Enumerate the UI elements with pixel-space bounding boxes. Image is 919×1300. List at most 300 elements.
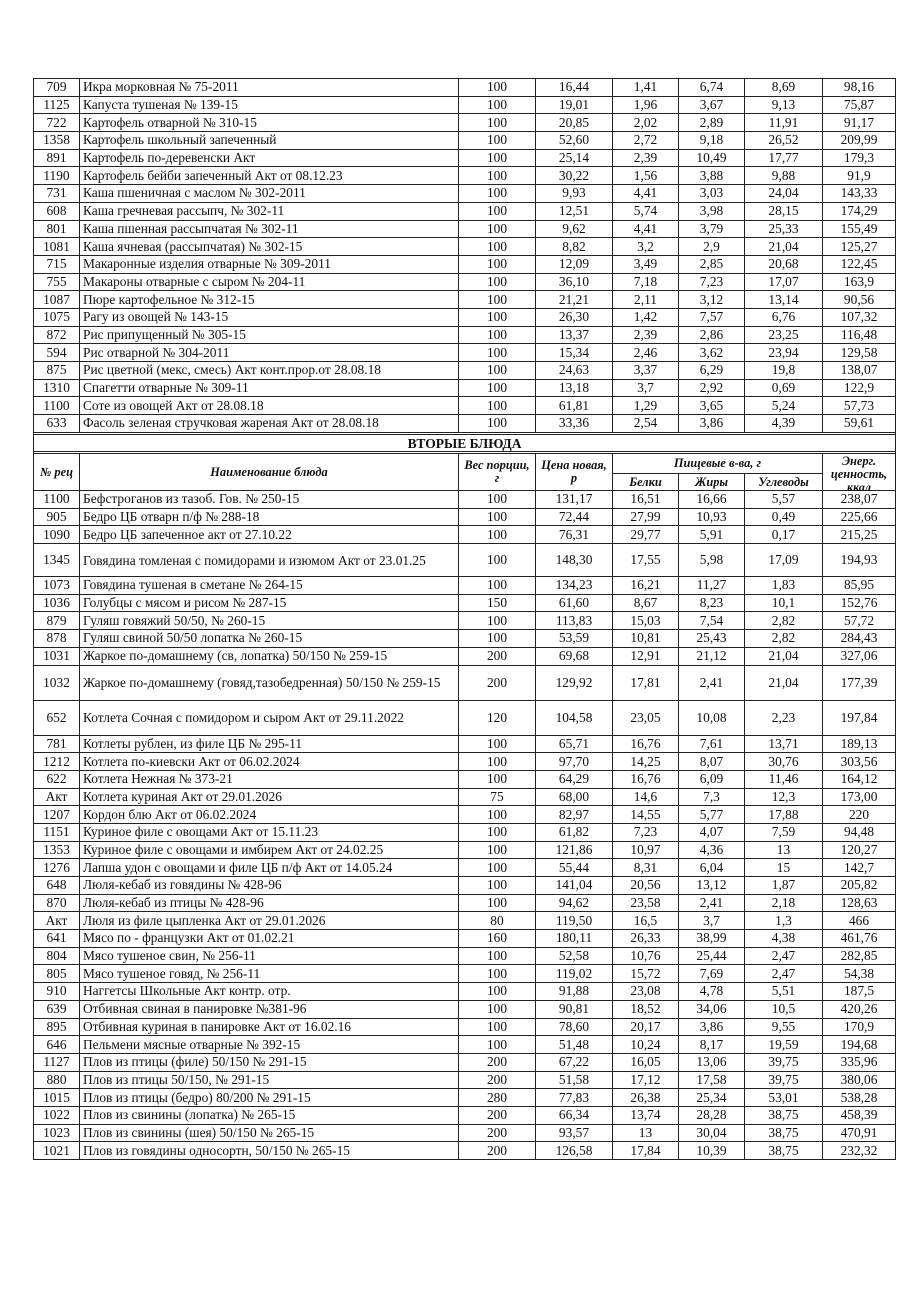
fat: 3,7 [679,912,745,930]
dish-name: Жаркое по-домашнему (св, лопатка) 50/150 № 259-15 [80,647,459,665]
portion-weight: 100 [459,735,536,753]
dish-name: Куриное филе с овощами Акт от 15.11.23 [80,823,459,841]
header-energy-line2: ценность, [830,467,888,481]
table-row [34,612,896,630]
table-row [34,877,896,895]
energy: 57,73 [823,397,896,415]
carbs: 17,77 [745,149,823,167]
energy: 129,58 [823,344,896,362]
recipe-number: 1021 [34,1142,80,1160]
dish-name: Картофель по-деревенски Акт [80,149,459,167]
fat: 34,06 [679,1000,745,1018]
energy: 163,9 [823,273,896,291]
portion-weight: 150 [459,594,536,612]
portion-weight: 100 [459,877,536,895]
recipe-number: 878 [34,630,80,648]
price: 66,34 [536,1106,613,1124]
fat: 9,18 [679,132,745,150]
recipe-number: 891 [34,149,80,167]
portion-weight: 100 [459,344,536,362]
portion-weight: 100 [459,308,536,326]
protein: 2,54 [613,415,679,433]
table-row [34,1089,896,1107]
header-energy [823,454,896,494]
dish-name: Макароны отварные с сыром № 204-11 [80,273,459,291]
protein: 1,29 [613,397,679,415]
table-row [34,947,896,965]
recipe-number: 1090 [34,526,80,544]
fat: 4,07 [679,823,745,841]
dish-name: Каша гречневая рассыпч, № 302-11 [80,202,459,220]
portion-weight: 100 [459,238,536,256]
recipe-number: 805 [34,965,80,983]
energy: 57,72 [823,612,896,630]
price: 13,37 [536,326,613,344]
price: 131,17 [536,491,613,509]
carbs: 15 [745,859,823,877]
fat: 5,98 [679,544,745,577]
dish-name: Говядина томленая с помидорами и изюмом Акт от 23.01.25 [80,544,459,577]
table-row [34,291,896,309]
portion-weight: 100 [459,1000,536,1018]
carbs: 11,46 [745,770,823,788]
fat: 25,43 [679,630,745,648]
carbs: 4,38 [745,930,823,948]
energy: 59,61 [823,415,896,433]
recipe-number: 880 [34,1071,80,1089]
recipe-number: 879 [34,612,80,630]
price: 180,11 [536,930,613,948]
portion-weight: 100 [459,185,536,203]
carbs: 2,82 [745,612,823,630]
carbs: 5,24 [745,397,823,415]
fat: 3,65 [679,397,745,415]
fat: 13,12 [679,877,745,895]
protein: 16,76 [613,770,679,788]
dish-name: Мясо тушеное свин, № 256-11 [80,947,459,965]
fat: 6,04 [679,859,745,877]
protein: 16,21 [613,577,679,595]
recipe-number: 1073 [34,577,80,595]
portion-weight: 100 [459,202,536,220]
protein: 8,31 [613,859,679,877]
price: 21,21 [536,291,613,309]
fat: 2,41 [679,665,745,700]
table-row [34,859,896,877]
carbs: 0,49 [745,508,823,526]
price: 82,97 [536,806,613,824]
header-energy-line1: Энерг. [841,454,877,468]
energy: 538,28 [823,1089,896,1107]
energy: 335,96 [823,1053,896,1071]
protein: 2,11 [613,291,679,309]
portion-weight: 100 [459,491,536,509]
recipe-number: 905 [34,508,80,526]
carbs: 10,5 [745,1000,823,1018]
protein: 20,56 [613,877,679,895]
table-row [34,167,896,185]
dish-name: Бедро ЦБ отварн п/ф № 288-18 [80,508,459,526]
carbs: 38,75 [745,1106,823,1124]
recipe-number: 1276 [34,859,80,877]
price: 61,82 [536,823,613,841]
energy: 380,06 [823,1071,896,1089]
carbs: 21,04 [745,665,823,700]
carbs: 9,13 [745,96,823,114]
carbs: 25,33 [745,220,823,238]
header-energy-line3: ккал [847,480,872,494]
recipe-number: 709 [34,79,80,97]
carbs: 20,68 [745,255,823,273]
energy: 138,07 [823,362,896,380]
recipe-number: 1032 [34,665,80,700]
fat: 8,23 [679,594,745,612]
carbs: 2,23 [745,700,823,735]
recipe-number: 641 [34,930,80,948]
carbs: 13 [745,841,823,859]
portion-weight: 200 [459,1071,536,1089]
recipe-number: 1036 [34,594,80,612]
energy: 54,38 [823,965,896,983]
table-row [34,397,896,415]
dish-name: Котлета куриная Акт от 29.01.2026 [80,788,459,806]
recipe-number: 1190 [34,167,80,185]
portion-weight: 100 [459,114,536,132]
portion-weight: 100 [459,630,536,648]
dish-name: Капуста тушеная № 139-15 [80,96,459,114]
fat: 3,86 [679,415,745,433]
protein: 4,41 [613,185,679,203]
dish-name: Плов из птицы (бедро) 80/200 № 291-15 [80,1089,459,1107]
header-nutrients: Пищевые в-ва, г [613,454,823,474]
energy: 125,27 [823,238,896,256]
garnish-table [33,78,896,452]
recipe-number: 1031 [34,647,80,665]
recipe-number: 781 [34,735,80,753]
price: 104,58 [536,700,613,735]
portion-weight: 100 [459,544,536,577]
protein: 16,05 [613,1053,679,1071]
recipe-number: 646 [34,1036,80,1054]
energy: 303,56 [823,753,896,771]
price: 113,83 [536,612,613,630]
price: 61,81 [536,397,613,415]
header-price-line1: Цена новая, [541,458,607,472]
recipe-number: 652 [34,700,80,735]
protein: 17,12 [613,1071,679,1089]
price: 9,93 [536,185,613,203]
dish-name: Люля из филе цыпленка Акт от 29.01.2026 [80,912,459,930]
protein: 27,99 [613,508,679,526]
price: 67,22 [536,1053,613,1071]
table-row [34,806,896,824]
energy: 122,45 [823,255,896,273]
dish-name: Фасоль зеленая стручковая жареная Акт от 28.08.18 [80,415,459,433]
table-row [34,544,896,577]
table-row [34,273,896,291]
price: 90,81 [536,1000,613,1018]
energy: 98,16 [823,79,896,97]
recipe-number: 1358 [34,132,80,150]
price: 129,92 [536,665,613,700]
dish-name: Каша пшенная рассыпчатая № 302-11 [80,220,459,238]
carbs: 9,88 [745,167,823,185]
carbs: 13,71 [745,735,823,753]
table-row [34,1071,896,1089]
fat: 10,39 [679,1142,745,1160]
dish-name: Бефстроганов из тазоб. Гов. № 250-15 [80,491,459,509]
header-name: Наименование блюда [80,454,459,491]
energy: 179,3 [823,149,896,167]
dish-name: Рагу из овощей № 143-15 [80,308,459,326]
energy: 197,84 [823,700,896,735]
portion-weight: 100 [459,362,536,380]
price: 12,51 [536,202,613,220]
portion-weight: 75 [459,788,536,806]
carbs: 2,47 [745,965,823,983]
table-row [34,1142,896,1160]
portion-weight: 100 [459,167,536,185]
carbs: 5,57 [745,491,823,509]
price: 16,44 [536,79,613,97]
table-row [34,255,896,273]
price: 78,60 [536,1018,613,1036]
price: 52,58 [536,947,613,965]
recipe-number: 1015 [34,1089,80,1107]
fat: 11,27 [679,577,745,595]
header-row [34,454,896,474]
fat: 25,44 [679,947,745,965]
energy: 215,25 [823,526,896,544]
recipe-number: 801 [34,220,80,238]
header-price-line2: р [570,471,578,485]
portion-weight: 100 [459,291,536,309]
protein: 3,2 [613,238,679,256]
portion-weight: 100 [459,806,536,824]
energy: 164,12 [823,770,896,788]
carbs: 19,8 [745,362,823,380]
recipe-number: 1345 [34,544,80,577]
price: 33,36 [536,415,613,433]
price: 26,30 [536,308,613,326]
portion-weight: 100 [459,894,536,912]
recipe-number: 1127 [34,1053,80,1071]
energy: 107,32 [823,308,896,326]
protein: 14,25 [613,753,679,771]
energy: 327,06 [823,647,896,665]
portion-weight: 80 [459,912,536,930]
protein: 2,46 [613,344,679,362]
recipe-number: 872 [34,326,80,344]
table-row [34,965,896,983]
dish-name: Люля-кебаб из птицы № 428-96 [80,894,459,912]
recipe-number: Акт [34,788,80,806]
protein: 14,6 [613,788,679,806]
carbs: 26,52 [745,132,823,150]
table-row [34,362,896,380]
table-row [34,1036,896,1054]
dish-name: Наггетсы Школьные Акт контр. отр. [80,983,459,1001]
energy: 152,76 [823,594,896,612]
header-code: № рец [34,454,80,491]
energy: 170,9 [823,1018,896,1036]
energy: 458,39 [823,1106,896,1124]
carbs: 17,09 [745,544,823,577]
carbs: 1,87 [745,877,823,895]
energy: 155,49 [823,220,896,238]
dish-name: Люля-кебаб из говядины № 428-96 [80,877,459,895]
header-protein: Белки [613,474,679,491]
carbs: 7,59 [745,823,823,841]
price: 52,60 [536,132,613,150]
dish-name: Говядина тушеная в сметане № 264-15 [80,577,459,595]
portion-weight: 100 [459,415,536,433]
fat: 8,07 [679,753,745,771]
table-row [34,185,896,203]
energy: 128,63 [823,894,896,912]
dish-name: Голубцы с мясом и рисом № 287-15 [80,594,459,612]
fat: 3,62 [679,344,745,362]
recipe-number: 1023 [34,1124,80,1142]
protein: 23,08 [613,983,679,1001]
price: 51,58 [536,1071,613,1089]
price: 12,09 [536,255,613,273]
dish-name: Картофель бейби запеченный Акт от 08.12.23 [80,167,459,185]
fat: 7,61 [679,735,745,753]
fat: 17,58 [679,1071,745,1089]
price: 25,14 [536,149,613,167]
fat: 4,36 [679,841,745,859]
table-row [34,912,896,930]
section-row [34,435,896,454]
price: 19,01 [536,96,613,114]
carbs: 0,69 [745,379,823,397]
table-row [34,526,896,544]
portion-weight: 100 [459,273,536,291]
fat: 7,69 [679,965,745,983]
recipe-number: 875 [34,362,80,380]
price: 141,04 [536,877,613,895]
fat: 16,66 [679,491,745,509]
main-dishes-table [33,434,896,1160]
recipe-number: 1207 [34,806,80,824]
energy: 174,29 [823,202,896,220]
energy: 143,33 [823,185,896,203]
fat: 2,92 [679,379,745,397]
portion-weight: 100 [459,965,536,983]
table-row [34,894,896,912]
table-row [34,1000,896,1018]
protein: 16,76 [613,735,679,753]
portion-weight: 100 [459,132,536,150]
energy: 194,93 [823,544,896,577]
fat: 30,04 [679,1124,745,1142]
section-title: ВТОРЫЕ БЛЮДА [34,435,896,454]
recipe-number: 1022 [34,1106,80,1124]
header-weight-line1: Вес порции, [464,458,530,472]
energy: 142,7 [823,859,896,877]
price: 93,57 [536,1124,613,1142]
table-row [34,647,896,665]
protein: 17,55 [613,544,679,577]
price: 72,44 [536,508,613,526]
carbs: 4,39 [745,415,823,433]
table-row [34,149,896,167]
recipe-number: 622 [34,770,80,788]
recipe-number: 1310 [34,379,80,397]
protein: 16,51 [613,491,679,509]
fat: 6,74 [679,79,745,97]
carbs: 38,75 [745,1142,823,1160]
table-row [34,577,896,595]
carbs: 13,14 [745,291,823,309]
protein: 3,7 [613,379,679,397]
price: 119,50 [536,912,613,930]
protein: 12,91 [613,647,679,665]
dish-name: Отбивная свиная в панировке №381-96 [80,1000,459,1018]
table-row [34,96,896,114]
protein: 1,96 [613,96,679,114]
table-row [34,415,896,433]
table-row [34,1124,896,1142]
price: 76,31 [536,526,613,544]
table-row [34,788,896,806]
dish-name: Плов из свинины (шея) 50/150 № 265-15 [80,1124,459,1142]
portion-weight: 100 [459,1018,536,1036]
table-row [34,700,896,735]
header-fat: Жиры [679,474,745,491]
carbs: 5,51 [745,983,823,1001]
recipe-number: 639 [34,1000,80,1018]
protein: 1,42 [613,308,679,326]
table-row [34,770,896,788]
recipe-number: 594 [34,344,80,362]
portion-weight: 100 [459,255,536,273]
dish-name: Плов из свинины (лопатка) № 265-15 [80,1106,459,1124]
fat: 10,93 [679,508,745,526]
energy: 173,00 [823,788,896,806]
portion-weight: 100 [459,770,536,788]
recipe-number: 648 [34,877,80,895]
dish-name: Отбивная куриная в панировке Акт от 16.02.16 [80,1018,459,1036]
recipe-number: 1151 [34,823,80,841]
table-row [34,841,896,859]
dish-name: Плов из говядины односортн, 50/150 № 265-15 [80,1142,459,1160]
table-row [34,753,896,771]
energy: 205,82 [823,877,896,895]
dish-name: Котлета Нежная № 373-21 [80,770,459,788]
protein: 18,52 [613,1000,679,1018]
header-price [536,454,613,491]
dish-name: Котлеты рублен, из филе ЦБ № 295-11 [80,735,459,753]
dish-name: Мясо по - французки Акт от 01.02.21 [80,930,459,948]
protein: 5,74 [613,202,679,220]
portion-weight: 100 [459,823,536,841]
price: 51,48 [536,1036,613,1054]
dish-name: Котлета Сочная с помидором и сыром Акт от 29.11.2022 [80,700,459,735]
fat: 3,03 [679,185,745,203]
protein: 23,58 [613,894,679,912]
dish-name: Картофель школьный запеченный [80,132,459,150]
table-row [34,1106,896,1124]
table-row [34,983,896,1001]
table-row [34,665,896,700]
fat: 3,12 [679,291,745,309]
dish-name: Соте из овощей Акт от 28.08.18 [80,397,459,415]
fat: 8,17 [679,1036,745,1054]
fat: 28,28 [679,1106,745,1124]
recipe-number: 870 [34,894,80,912]
